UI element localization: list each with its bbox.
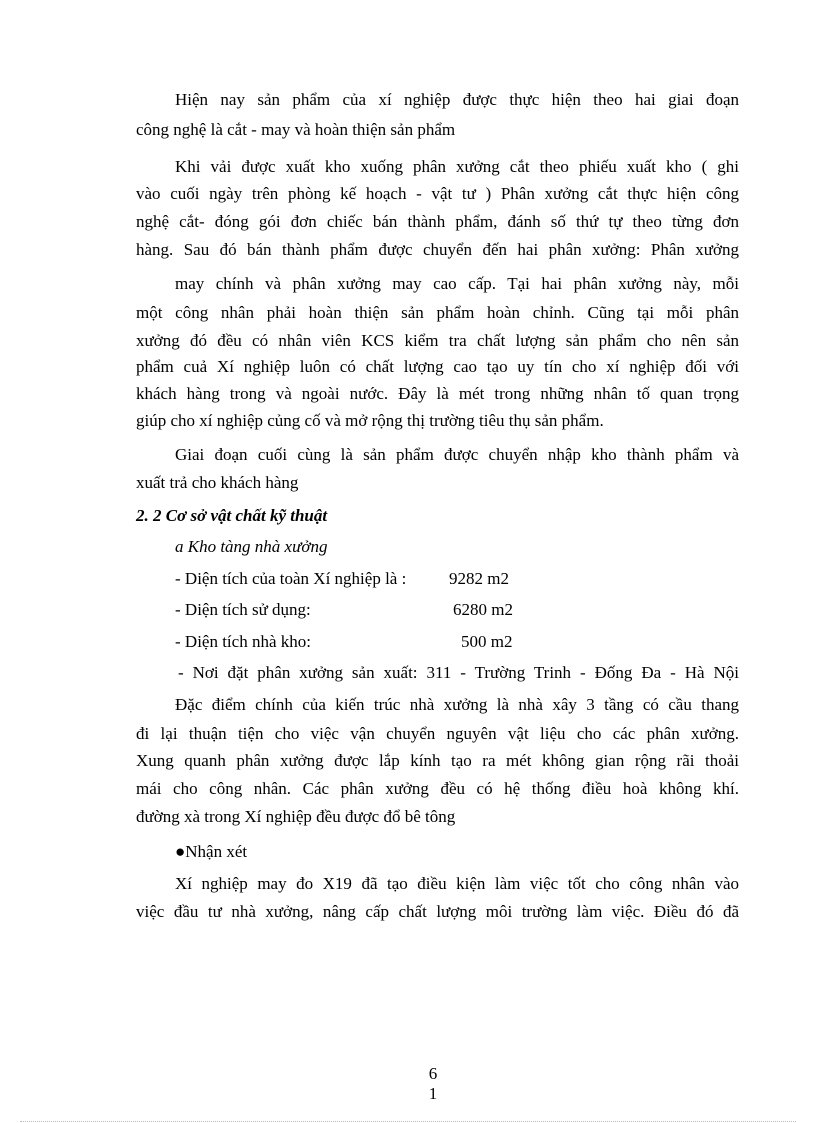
- page-number-top: 6: [428, 1064, 438, 1083]
- fact-row: [175, 631, 311, 653]
- fact-row: [175, 568, 406, 590]
- fact-label: - Diện tích sử dụng:: [175, 600, 311, 619]
- paragraph-2-line-10: giúp cho xí nghiệp củng cố và mở rộng thị trường tiêu thụ sản phẩm.: [136, 411, 604, 430]
- architecture-line-1: Đặc điểm chính của kiến trúc nhà xưởng là nhà xây 3 tầng có cầu thang: [175, 695, 739, 714]
- closing-line-2: việc đầu tư nhà xưởng, nâng cấp chất lượng môi trường làm việc. Điều đó đã: [136, 902, 739, 921]
- fact-value: 9282 m2: [449, 569, 509, 588]
- page-number-bottom: 1: [428, 1084, 438, 1103]
- subsection-heading: a Kho tàng nhà xưởng: [175, 537, 328, 556]
- architecture-line-5: đường xà trong Xí nghiệp đều được đổ bê tông: [136, 807, 456, 826]
- paragraph-2-line-9: khách hàng trong và ngoài nước. Đây là mét trong những nhân tố quan trọng: [136, 384, 739, 403]
- paragraph-2-line-7: xưởng đó đều có nhân viên KCS kiểm tra chất lượng sản phẩm cho nên sản: [136, 331, 739, 350]
- section-heading: 2. 2 Cơ sở vật chất kỹ thuật: [136, 506, 328, 525]
- fact-label: - Diện tích của toàn Xí nghiệp là :: [175, 569, 407, 588]
- fact-value: 6280 m2: [453, 600, 513, 619]
- fact-value: 500 m2: [461, 632, 513, 651]
- paragraph-2-line-2: vào cuối ngày trên phòng kế hoạch - vật tư ) Phân xưởng cắt thực hiện công: [136, 184, 739, 203]
- paragraph-3-line-1: Giai đoạn cuối cùng là sản phẩm được chuyển nhập kho thành phẩm và: [175, 445, 739, 464]
- location-line: - Nơi đặt phân xưởng sản xuất: 311 - Trường Trinh - Đống Đa - Hà Nội: [178, 663, 739, 682]
- remark-bullet: ●Nhận xét: [175, 842, 248, 861]
- fact-row: [175, 599, 311, 621]
- fact-label: - Diện tích nhà kho:: [175, 632, 311, 651]
- page-bottom-divider: [20, 1121, 796, 1122]
- paragraph-2-line-4: hàng. Sau đó bán thành phẩm được chuyển đến hai phân xưởng: Phân xưởng: [136, 240, 739, 259]
- closing-line-1: Xí nghiệp may đo X19 đã tạo điều kiện làm việc tốt cho công nhân vào: [175, 874, 739, 893]
- paragraph-2-line-5: may chính và phân xưởng may cao cấp. Tại hai phân xưởng này, mỗi: [175, 274, 739, 293]
- paragraph-2-line-1: Khi vải được xuất kho xuống phân xưởng cắt theo phiếu xuất kho ( ghi: [175, 157, 739, 176]
- architecture-line-2: đi lại thuận tiện cho việc vận chuyển nguyên vật liệu cho các phân xưởng.: [136, 724, 739, 743]
- paragraph-2-line-6: một công nhân phải hoàn thiện sản phẩm hoàn chỉnh. Cũng tại mỗi phân: [136, 303, 739, 322]
- paragraph-2-line-3: nghệ cắt- đóng gói đơn chiếc bán thành phẩm, đánh số thứ tự theo từng đơn: [136, 212, 739, 231]
- architecture-line-3: Xung quanh phân xưởng được lắp kính tạo ra mét không gian rộng rãi thoải: [136, 751, 739, 770]
- architecture-line-4: mái cho công nhân. Các phân xưởng đều có hệ thống điều hoà không khí.: [136, 779, 739, 798]
- paragraph-2-line-8: phẩm cuả Xí nghiệp luôn có chất lượng cao tạo uy tín cho xí nghiệp đối với: [136, 357, 739, 376]
- paragraph-1-line-1: Hiện nay sản phẩm của xí nghiệp được thực hiện theo hai giai đoạn: [175, 90, 739, 109]
- paragraph-3-line-2: xuất trả cho khách hàng: [136, 473, 299, 492]
- paragraph-1-line-2: công nghệ là cắt - may và hoàn thiện sản phẩm: [136, 120, 456, 139]
